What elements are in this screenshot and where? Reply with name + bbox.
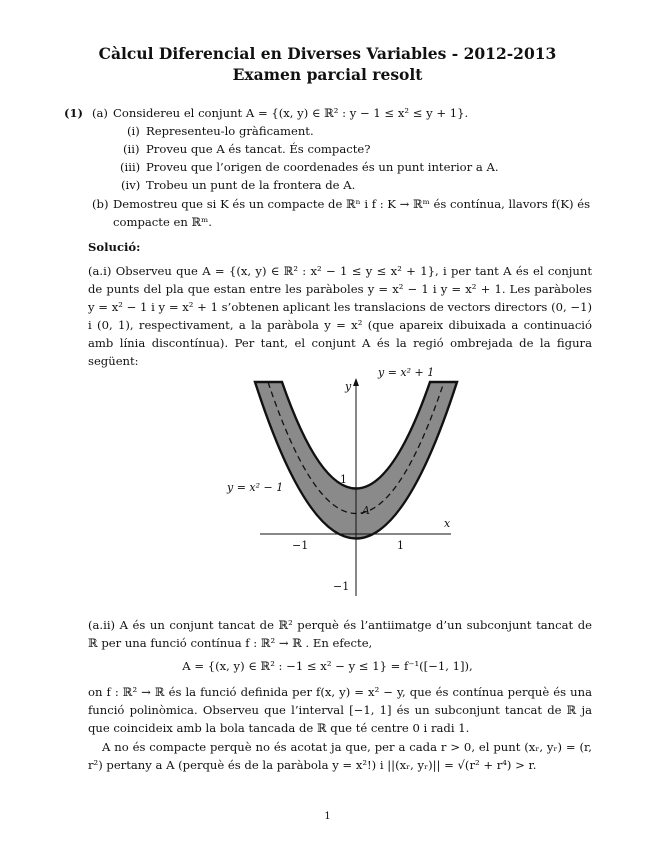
- solution-ai-text: Observeu que A = {(x, y) ∈ ℝ² : x² − 1 ≤ y ≤ x² + 1}, i per tant A és el conjunt de punts del pla que estan entre les paràboles y = x² − 1 i y = x² + 1. Les paràboles y = x² − 1 i y = x² + 1 s’obtenen aplicant les translacions de vectors directors (0, −1) i (0, 1), respectivament, a la paràbola y = x² (que apareix dibuixada a continuació amb línia discontínua). Per tant, el conjunt A és la regió ombrejada de la figura següent:: [88, 264, 592, 368]
- x-axis-label: x: [444, 517, 451, 530]
- tick-x-neg1: −1: [292, 539, 309, 552]
- solution-heading: Solució:: [88, 240, 141, 254]
- tick-y-1: 1: [340, 473, 347, 486]
- item-iii-text: Proveu que l’origen de coordenades és un punt interior a A.: [146, 160, 499, 174]
- equation-a-preimage: A = {(x, y) ∈ ℝ² : −1 ≤ x² − y ≤ 1} = f⁻¹([−1, 1]),: [182, 659, 473, 673]
- y-axis-arrow: [353, 378, 359, 386]
- part-b-line1: Demostreu que si K és un compacte de ℝⁿ i f : K → ℝᵐ és contínua, llavors f(K) és: [113, 197, 591, 211]
- solution-aii-label: (a.ii): [88, 618, 116, 632]
- item-i-label: (i): [127, 124, 140, 138]
- lower-curve-label: y = x² − 1: [227, 481, 284, 494]
- tick-x-1: 1: [397, 539, 404, 552]
- problem-number: (1): [64, 106, 84, 120]
- solution-ai-label: (a.i): [88, 264, 112, 278]
- solution-aii-continuation: on f : ℝ² → ℝ és la funció definida per f(x, y) = x² − y, que és contínua perquè és una funció polinòmica. Observeu que l’interval [−1, 1] és un subconjunt tancat de ℝ ja que coincideix amb la bola tancada de ℝ que té centre 0 i radi 1.: [88, 685, 592, 735]
- y-axis-label: y: [345, 380, 352, 393]
- part-a-label: (a): [92, 106, 108, 120]
- solution-aii-compactness: A no és compacte perquè no és acotat ja que, per a cada r > 0, el punt (xᵣ, yᵣ) = (r, r²) pertany a A (perquè és de la paràbola y = x²!) i ||(xᵣ, yᵣ)|| = √(r² + r⁴) > r.: [88, 740, 592, 772]
- item-ii-label: (ii): [123, 142, 140, 156]
- tick-y-neg1: −1: [333, 580, 350, 593]
- parabola-figure: [215, 360, 475, 610]
- item-iv-label: (iv): [121, 178, 141, 192]
- part-b-label: (b): [92, 197, 109, 211]
- item-iii-label: (iii): [120, 160, 141, 174]
- page-title: Càlcul Diferencial en Diverses Variables - 2012-2013: [98, 44, 557, 63]
- item-iv-text: Trobeu un punt de la frontera de A.: [146, 178, 356, 192]
- item-ii-text: Proveu que A és tancat. És compacte?: [146, 142, 371, 156]
- page-subtitle: Examen parcial resolt: [232, 65, 423, 84]
- solution-ai-paragraph: [88, 262, 592, 370]
- part-a-text: Considereu el conjunt A = {(x, y) ∈ ℝ² : y − 1 ≤ x² ≤ y + 1}.: [113, 106, 469, 120]
- part-b-line2: compacte en ℝᵐ.: [113, 215, 212, 229]
- region-label: A: [362, 504, 370, 517]
- upper-curve-label: y = x² + 1: [378, 366, 435, 379]
- page-number: 1: [324, 811, 331, 822]
- solution-aii-text: A és un conjunt tancat de ℝ² perquè és l’antiimatge d’un subconjunt tancat de ℝ per una funció contínua f : ℝ² → ℝ . En efecte,: [88, 618, 593, 650]
- solution-aii-paragraph: [88, 616, 592, 652]
- item-i-text: Representeu-lo gràficament.: [146, 124, 314, 138]
